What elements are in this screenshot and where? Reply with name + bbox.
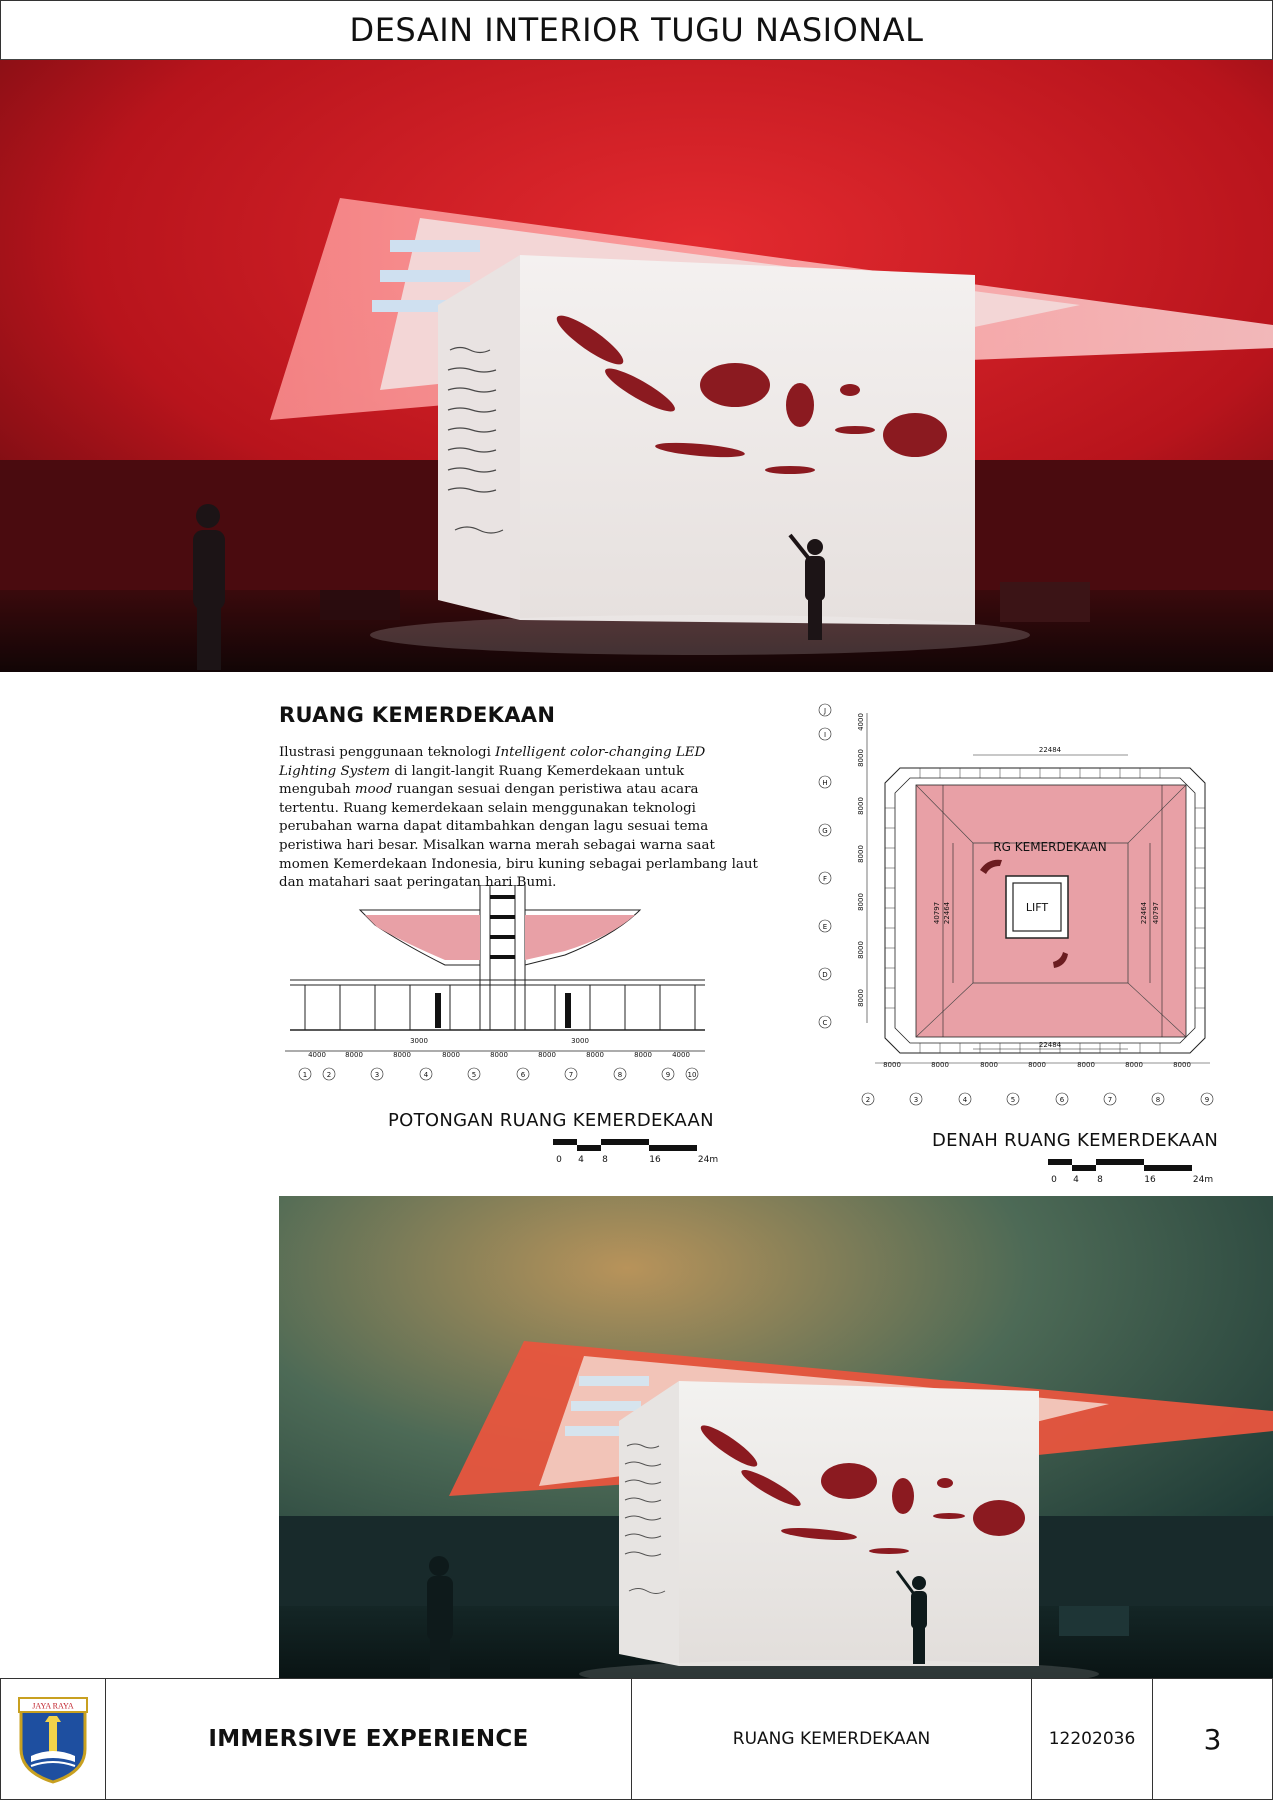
render-teal-lighting (279, 1196, 1273, 1678)
svg-text:22484: 22484 (1038, 1041, 1062, 1049)
svg-text:4000: 4000 (308, 1051, 326, 1059)
svg-text:I: I (823, 731, 827, 739)
footer-title: IMMERSIVE EXPERIENCE (106, 1679, 632, 1799)
svg-text:9: 9 (665, 1071, 671, 1079)
lift-label: LIFT (1025, 901, 1049, 914)
svg-text:6: 6 (520, 1071, 526, 1079)
svg-text:4: 4 (1073, 1175, 1079, 1184)
plan-drawing (810, 698, 1230, 1112)
render-red-lighting (0, 60, 1273, 672)
section-scale-bar (553, 1136, 723, 1164)
svg-text:8: 8 (1097, 1175, 1103, 1184)
plan-drawing-caption: DENAH RUANG KEMERDEKAAN (932, 1130, 1219, 1151)
svg-text:G: G (822, 827, 828, 835)
room-label: RG KEMERDEKAAN (993, 840, 1107, 854)
svg-text:0: 0 (1051, 1175, 1057, 1184)
section-drawing-caption: POTONGAN RUANG KEMERDEKAAN (388, 1110, 714, 1131)
svg-text:22464: 22464 (943, 901, 951, 925)
svg-text:4: 4 (578, 1155, 584, 1164)
svg-text:8000: 8000 (634, 1051, 652, 1059)
svg-text:4: 4 (423, 1071, 429, 1079)
svg-text:D: D (822, 971, 828, 979)
page-title: DESAIN INTERIOR TUGU NASIONAL (349, 11, 924, 49)
svg-text:4000: 4000 (857, 713, 865, 731)
svg-text:5: 5 (1010, 1096, 1016, 1104)
page-number: 3 (1203, 1722, 1222, 1756)
svg-text:22484: 22484 (1038, 746, 1062, 754)
svg-text:8000: 8000 (857, 797, 865, 815)
svg-text:24m: 24m (697, 1155, 719, 1164)
jakarta-seal-logo (15, 1694, 91, 1784)
svg-text:40797: 40797 (1152, 901, 1160, 925)
svg-text:4: 4 (962, 1096, 968, 1104)
plan-scale-bar (1048, 1156, 1218, 1184)
svg-text:J: J (823, 707, 827, 715)
svg-text:8000: 8000 (586, 1051, 604, 1059)
svg-text:24m: 24m (1192, 1175, 1214, 1184)
svg-text:5: 5 (471, 1071, 477, 1079)
svg-text:8000: 8000 (857, 941, 865, 959)
svg-text:6: 6 (1059, 1096, 1065, 1104)
title-block-footer (0, 1678, 1273, 1800)
svg-text:8000: 8000 (980, 1061, 998, 1069)
svg-text:8000: 8000 (345, 1051, 363, 1059)
svg-text:8000: 8000 (857, 893, 865, 911)
svg-text:8000: 8000 (538, 1051, 556, 1059)
svg-text:8: 8 (1155, 1096, 1161, 1104)
svg-text:8000: 8000 (1173, 1061, 1191, 1069)
svg-text:C: C (822, 1019, 828, 1027)
svg-text:3: 3 (374, 1071, 380, 1079)
svg-text:2: 2 (326, 1071, 332, 1079)
section-drawing (285, 885, 720, 1085)
svg-text:16: 16 (1144, 1175, 1156, 1184)
svg-text:8000: 8000 (490, 1051, 508, 1059)
student-id: 12202036 (1032, 1679, 1153, 1799)
svg-text:2: 2 (865, 1096, 871, 1104)
svg-text:H: H (822, 779, 828, 787)
svg-text:10: 10 (687, 1071, 697, 1079)
footer-subtitle: RUANG KEMERDEKAAN (632, 1679, 1032, 1799)
svg-text:16: 16 (649, 1155, 661, 1164)
section-title: RUANG KEMERDEKAAN (279, 703, 556, 727)
svg-text:8: 8 (602, 1155, 608, 1164)
svg-text:8000: 8000 (1125, 1061, 1143, 1069)
svg-text:8000: 8000 (393, 1051, 411, 1059)
svg-text:22464: 22464 (1140, 901, 1148, 925)
svg-text:7: 7 (1107, 1096, 1113, 1104)
svg-text:3000: 3000 (571, 1037, 589, 1045)
svg-text:8000: 8000 (1077, 1061, 1095, 1069)
svg-text:8000: 8000 (883, 1061, 901, 1069)
svg-text:8000: 8000 (857, 989, 865, 1007)
svg-text:8000: 8000 (857, 749, 865, 767)
svg-text:JAYA RAYA: JAYA RAYA (32, 1701, 74, 1711)
svg-text:4000: 4000 (672, 1051, 690, 1059)
svg-text:40797: 40797 (933, 901, 941, 925)
logo-cell (1, 1679, 106, 1799)
svg-text:8000: 8000 (857, 845, 865, 863)
svg-text:3: 3 (913, 1096, 919, 1104)
svg-text:1: 1 (302, 1071, 308, 1079)
section-description: Ilustrasi penggunaan teknologi Intelligent color-changing LED Lighting System di langit-langit Ruang Kemerdekaan untuk mengubah mood ruangan sesuai dengan peristiwa atau acara tertentu. Ruang kemerdekaan selain menggunakan teknologi perubahan warna dapat ditambahkan dengan lagu sesuai tema peristiwa hari besar. Misalkan warna merah sebagai warna saat momen Kemerdekaan Indonesia, biru kuning sebagai perlambang laut dan matahari saat peringatan hari Bumi. (279, 745, 758, 891)
svg-text:8000: 8000 (1028, 1061, 1046, 1069)
svg-text:9: 9 (1204, 1096, 1210, 1104)
svg-text:8000: 8000 (931, 1061, 949, 1069)
svg-text:F: F (822, 875, 828, 883)
svg-text:8: 8 (617, 1071, 623, 1079)
svg-text:8000: 8000 (442, 1051, 460, 1059)
page-header (0, 0, 1273, 60)
svg-text:3000: 3000 (410, 1037, 428, 1045)
svg-text:0: 0 (556, 1155, 562, 1164)
svg-text:7: 7 (568, 1071, 574, 1079)
svg-text:E: E (822, 923, 828, 931)
